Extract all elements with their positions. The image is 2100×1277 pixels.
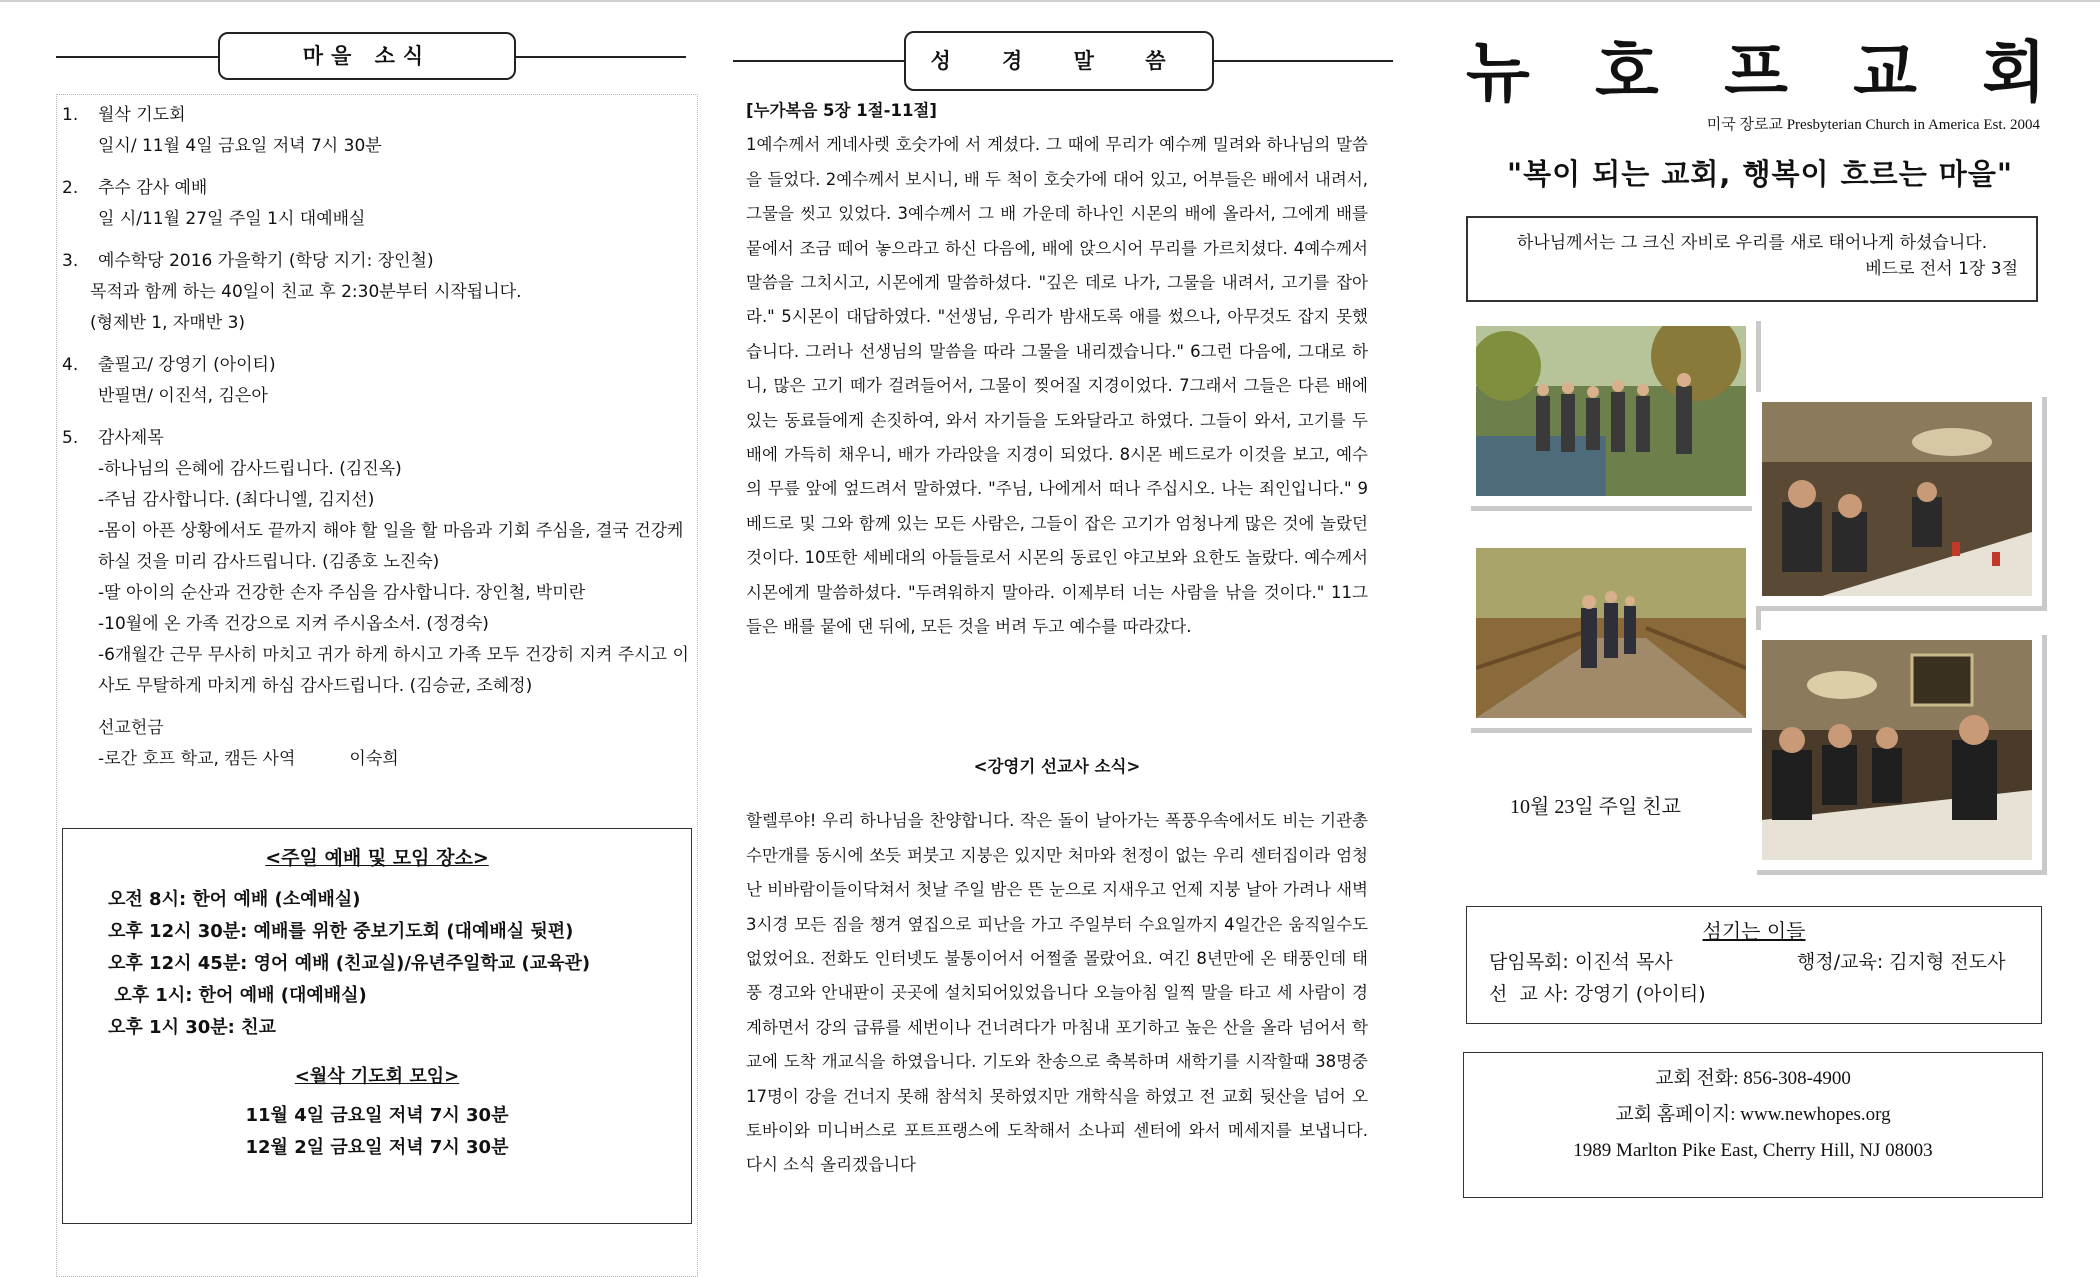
news-item-title: 예수학당 2016 가을학기 (학당 지기: 장인철)	[98, 251, 434, 271]
photo-group-outdoor	[1466, 316, 1756, 506]
news-item-title: 출필고/ 강영기 (아이티)	[98, 355, 276, 375]
monthly-prayer-title: <월삭 기도회 모임>	[294, 1066, 460, 1087]
news-item-number: 4.	[62, 355, 79, 375]
verse-text: 하나님께서는 그 크신 자비로 우리를 새로 태어나게 하셨습니다.	[1516, 233, 1988, 253]
church-motto: "복이 되는 교회, 행복이 흐르는 마을"	[1507, 157, 2013, 191]
staff-pastor: 담임목회: 이진석 목사	[1489, 951, 1673, 973]
gratitude-line: -10월에 온 가족 건강으로 지켜 주시옵소서. (정경숙)	[98, 614, 489, 634]
photo-group-bridge	[1466, 538, 1756, 728]
worship-schedule-box	[62, 828, 692, 1224]
scripture-header: 성 경 말 씀	[904, 31, 1214, 91]
missionary-title: <강영기 선교사 소식>	[973, 757, 1141, 776]
scripture-passage	[746, 94, 1368, 645]
worship-line: 오후 1시: 한어 예배 (대예배실)	[108, 985, 367, 1006]
news-item-number: 2.	[62, 178, 79, 198]
staff-missionary: 선 교 사: 강영기 (아이티)	[1489, 983, 1706, 1005]
photo-outdoor-image	[1476, 326, 1746, 496]
gratitude-line: -주님 감사합니다. (최다니엘, 김지선)	[98, 490, 375, 510]
gratitude-line: -딸 아이의 순산과 건강한 손자 주심을 감사합니다. 장인철, 박미란	[98, 583, 586, 603]
monthly-prayer-lines	[63, 1100, 691, 1164]
church-name-char: 뉴	[1466, 34, 1530, 111]
news-header: 마을 소식	[218, 32, 516, 80]
photo-fellowship-dinner-2	[1752, 630, 2042, 870]
top-divider	[0, 0, 2100, 2]
news-item-1	[62, 100, 692, 162]
contact-box	[1463, 1052, 2043, 1198]
worship-line: 오후 12시 45분: 영어 예배 (친교실)/유년주일학교 (교육관)	[108, 953, 591, 974]
news-item-detail: 목적과 함께 하는 40일이 친교 후 2:30분부터 시작됩니다.	[90, 282, 522, 302]
photo-dinner-2-image	[1762, 640, 2032, 860]
church-name-char: 호	[1595, 34, 1659, 111]
news-item-detail: 반필면/ 이진석, 김은아	[98, 386, 268, 406]
scripture-text: 1예수께서 게네사렛 호숫가에 서 계셨다. 그 때에 무리가 예수께 밀려와 하나님의 말씀을 들었다. 2예수께서 보시니, 배 두 척이 호숫가에 대어 있고, 어부들은 배에서 내려서, 그물을 씻고 있었다. 3예수께서 그 배 가운데 하나인 시몬의 배에 올라서, 그에게 배를 뭍에서 조금 떼어 놓으라고 하신 다음에, 배에 앉으시어 무리를 가르치셨다. 4예수께서 말씀을 그치시고, 시몬에게 말씀하셨다. "깊은 데로 나가, 그물을 내려서, 고기를 잡아라." 5시몬이 대답하였다. "선생님, 우리가 밤새도록 애를 썼으나, 아무것도 잡지 못했습니다. 그러나 선생님의 말씀을 따라 그물을 내리겠습니다." 6그런 다음에, 그대로 하니, 많은 고기 떼가 걸려들어서, 그물이 찢어질 지경이었다. 7그래서 그들은 다른 배에 있는 동료들에게 손짓하여, 와서 자기들을 도와달라고 하였다. 그들이 와서, 고기를 두 배에 가득히 채우니, 배가 가라앉을 지경이 되었다. 8시몬 베드로가 이것을 보고, 예수의 무릎 앞에 엎드려서 말하였다. "주님, 나에게서 떠나 주십시오. 나는 죄인입니다." 9베드로 및 그와 함께 있는 모든 사람은, 그들이 잡은 고기가 엄청나게 많은 것에 놀랐던 것이다. 10또한 세베대의 아들들로서 시몬의 동료인 야고보와 요한도 놀랐다. 예수께서 시몬에게 말씀하셨다. "두려워하지 말아라. 이제부터 너는 사람을 낚을 것이다." 11그들은 배를 뭍에 댄 뒤에, 모든 것을 버려 두고 예수를 따라갔다.	[746, 135, 1368, 637]
monthly-prayer-line: 11월 4일 금요일 저녁 7시 30분	[245, 1105, 509, 1126]
news-list	[62, 100, 692, 786]
worship-lines	[108, 884, 691, 1044]
news-item-detail: 일 시/11월 27일 주일 1시 대예배실	[98, 209, 366, 229]
offering-title: 선교헌금	[98, 718, 164, 738]
scripture-reference: [누가복음 5장 1절-11절]	[746, 101, 937, 120]
missionary-news	[746, 750, 1368, 1183]
church-name	[1466, 36, 2046, 110]
gratitude-line: -6개월간 근무 무사히 마치고 귀가 하게 하시고 가족 모두 건강히 지켜 주시고 이사도 무탈하게 마치게 하심 감사드립니다. (김승균, 조혜정)	[98, 645, 689, 696]
church-name-char: 교	[1853, 34, 1917, 111]
contact-address: 1989 Marlton Pike East, Cherry Hill, NJ 08003	[1573, 1140, 1933, 1161]
contact-homepage[interactable]: 교회 홈페이지: www.newhopes.org	[1615, 1104, 1891, 1125]
news-item-5	[62, 423, 692, 702]
photo-fellowship-dinner-1	[1752, 392, 2042, 606]
worship-title: <주일 예배 및 모임 장소>	[265, 847, 489, 869]
photo-dinner-1-image	[1762, 402, 2032, 596]
church-name-char: 프	[1724, 34, 1788, 111]
news-item-title: 추수 감사 예배	[98, 178, 208, 198]
offering-line: -로간 호프 학교, 캠든 사역 이숙희	[98, 749, 399, 769]
news-item-detail: (형제반 1, 자매반 3)	[90, 313, 246, 333]
staff-box	[1466, 906, 2042, 1024]
news-item-number: 1.	[62, 105, 79, 125]
verse-reference: 베드로 전서 1장 3절	[1865, 259, 2018, 279]
verse-box	[1466, 216, 2038, 302]
staff-admin: 행정/교육: 김지형 전도사	[1797, 951, 2006, 973]
church-subtitle: 미국 장로교 Presbyterian Church in America Est. 2004	[1706, 117, 2040, 133]
worship-line: 오전 8시: 한어 예배 (소예배실)	[108, 889, 361, 910]
mission-offering	[62, 713, 692, 775]
news-item-detail: 일시/ 11월 4일 금요일 저녁 7시 30분	[98, 136, 382, 156]
news-item-title: 감사제목	[98, 428, 164, 448]
news-item-4	[62, 350, 692, 412]
gratitude-line: -하나님의 은혜에 감사드립니다. (김진옥)	[98, 459, 402, 479]
worship-line: 오후 12시 30분: 예배를 위한 중보기도회 (대예배실 뒷편)	[108, 921, 574, 942]
photo-caption: 10월 23일 주일 친교	[1510, 796, 1681, 818]
contact-phone: 교회 전화: 856-308-4900	[1655, 1068, 1851, 1089]
gratitude-line: -몸이 아픈 상황에서도 끝까지 해야 할 일을 할 마음과 기회 주심을, 결국 건강케 하실 것을 미리 감사드립니다. (김종호 노진숙)	[98, 521, 684, 572]
worship-line: 오후 1시 30분: 친교	[108, 1017, 276, 1038]
news-item-3	[62, 246, 692, 339]
news-item-number: 3.	[62, 251, 79, 271]
news-item-number: 5.	[62, 428, 79, 448]
church-name-char: 회	[1982, 34, 2046, 111]
monthly-prayer-line: 12월 2일 금요일 저녁 7시 30분	[245, 1137, 509, 1158]
photo-bridge-image	[1476, 548, 1746, 718]
news-item-title: 월삭 기도회	[98, 105, 186, 125]
news-item-2	[62, 173, 692, 235]
missionary-text: 할렐루야! 우리 하나님을 찬양합니다. 작은 돌이 날아가는 폭풍우속에서도 비는 기관총수만개를 동시에 쏘듯 퍼붓고 지붕은 있지만 처마와 천정이 없는 우리 센터집이라 엄청난 비바람이들이닥쳐서 첫날 주일 밤은 뜬 눈으로 지새우고 언제 지붕 날아 가려나 새벽 3시경 모든 짐을 챙겨 옆집으로 피난을 가고 주일부터 수요일까지 4일간은 움직일수도 없었어요. 전화도 인터넷도 불통이어서 어쩔줄 몰랐어요. 여긴 8년만에 온 태풍인데 태풍 경고와 안내판이 곳곳에 설치되어있었읍니다 오늘아침 일찍 말을 타고 세 사람이 경계하면서 강의 급류를 세번이나 건너려다가 마침내 포기하고 높은 산을 올라 넘어서 학교에 도착 개교식을 하였읍니다. 기도와 찬송으로 축복하며 새학기를 시작할때 38명중 17명이 강을 건너지 못해 참석치 못하였지만 개학식을 하였고 전 교회 뒷산을 넘어 오토바이와 미니버스로 포트프랭스에 도착해서 소나피 센터에 와서 메세지를 보냅니다. 다시 소식 올리겠읍니다	[746, 811, 1368, 1175]
staff-title: 섬기는 이들	[1702, 919, 1806, 943]
